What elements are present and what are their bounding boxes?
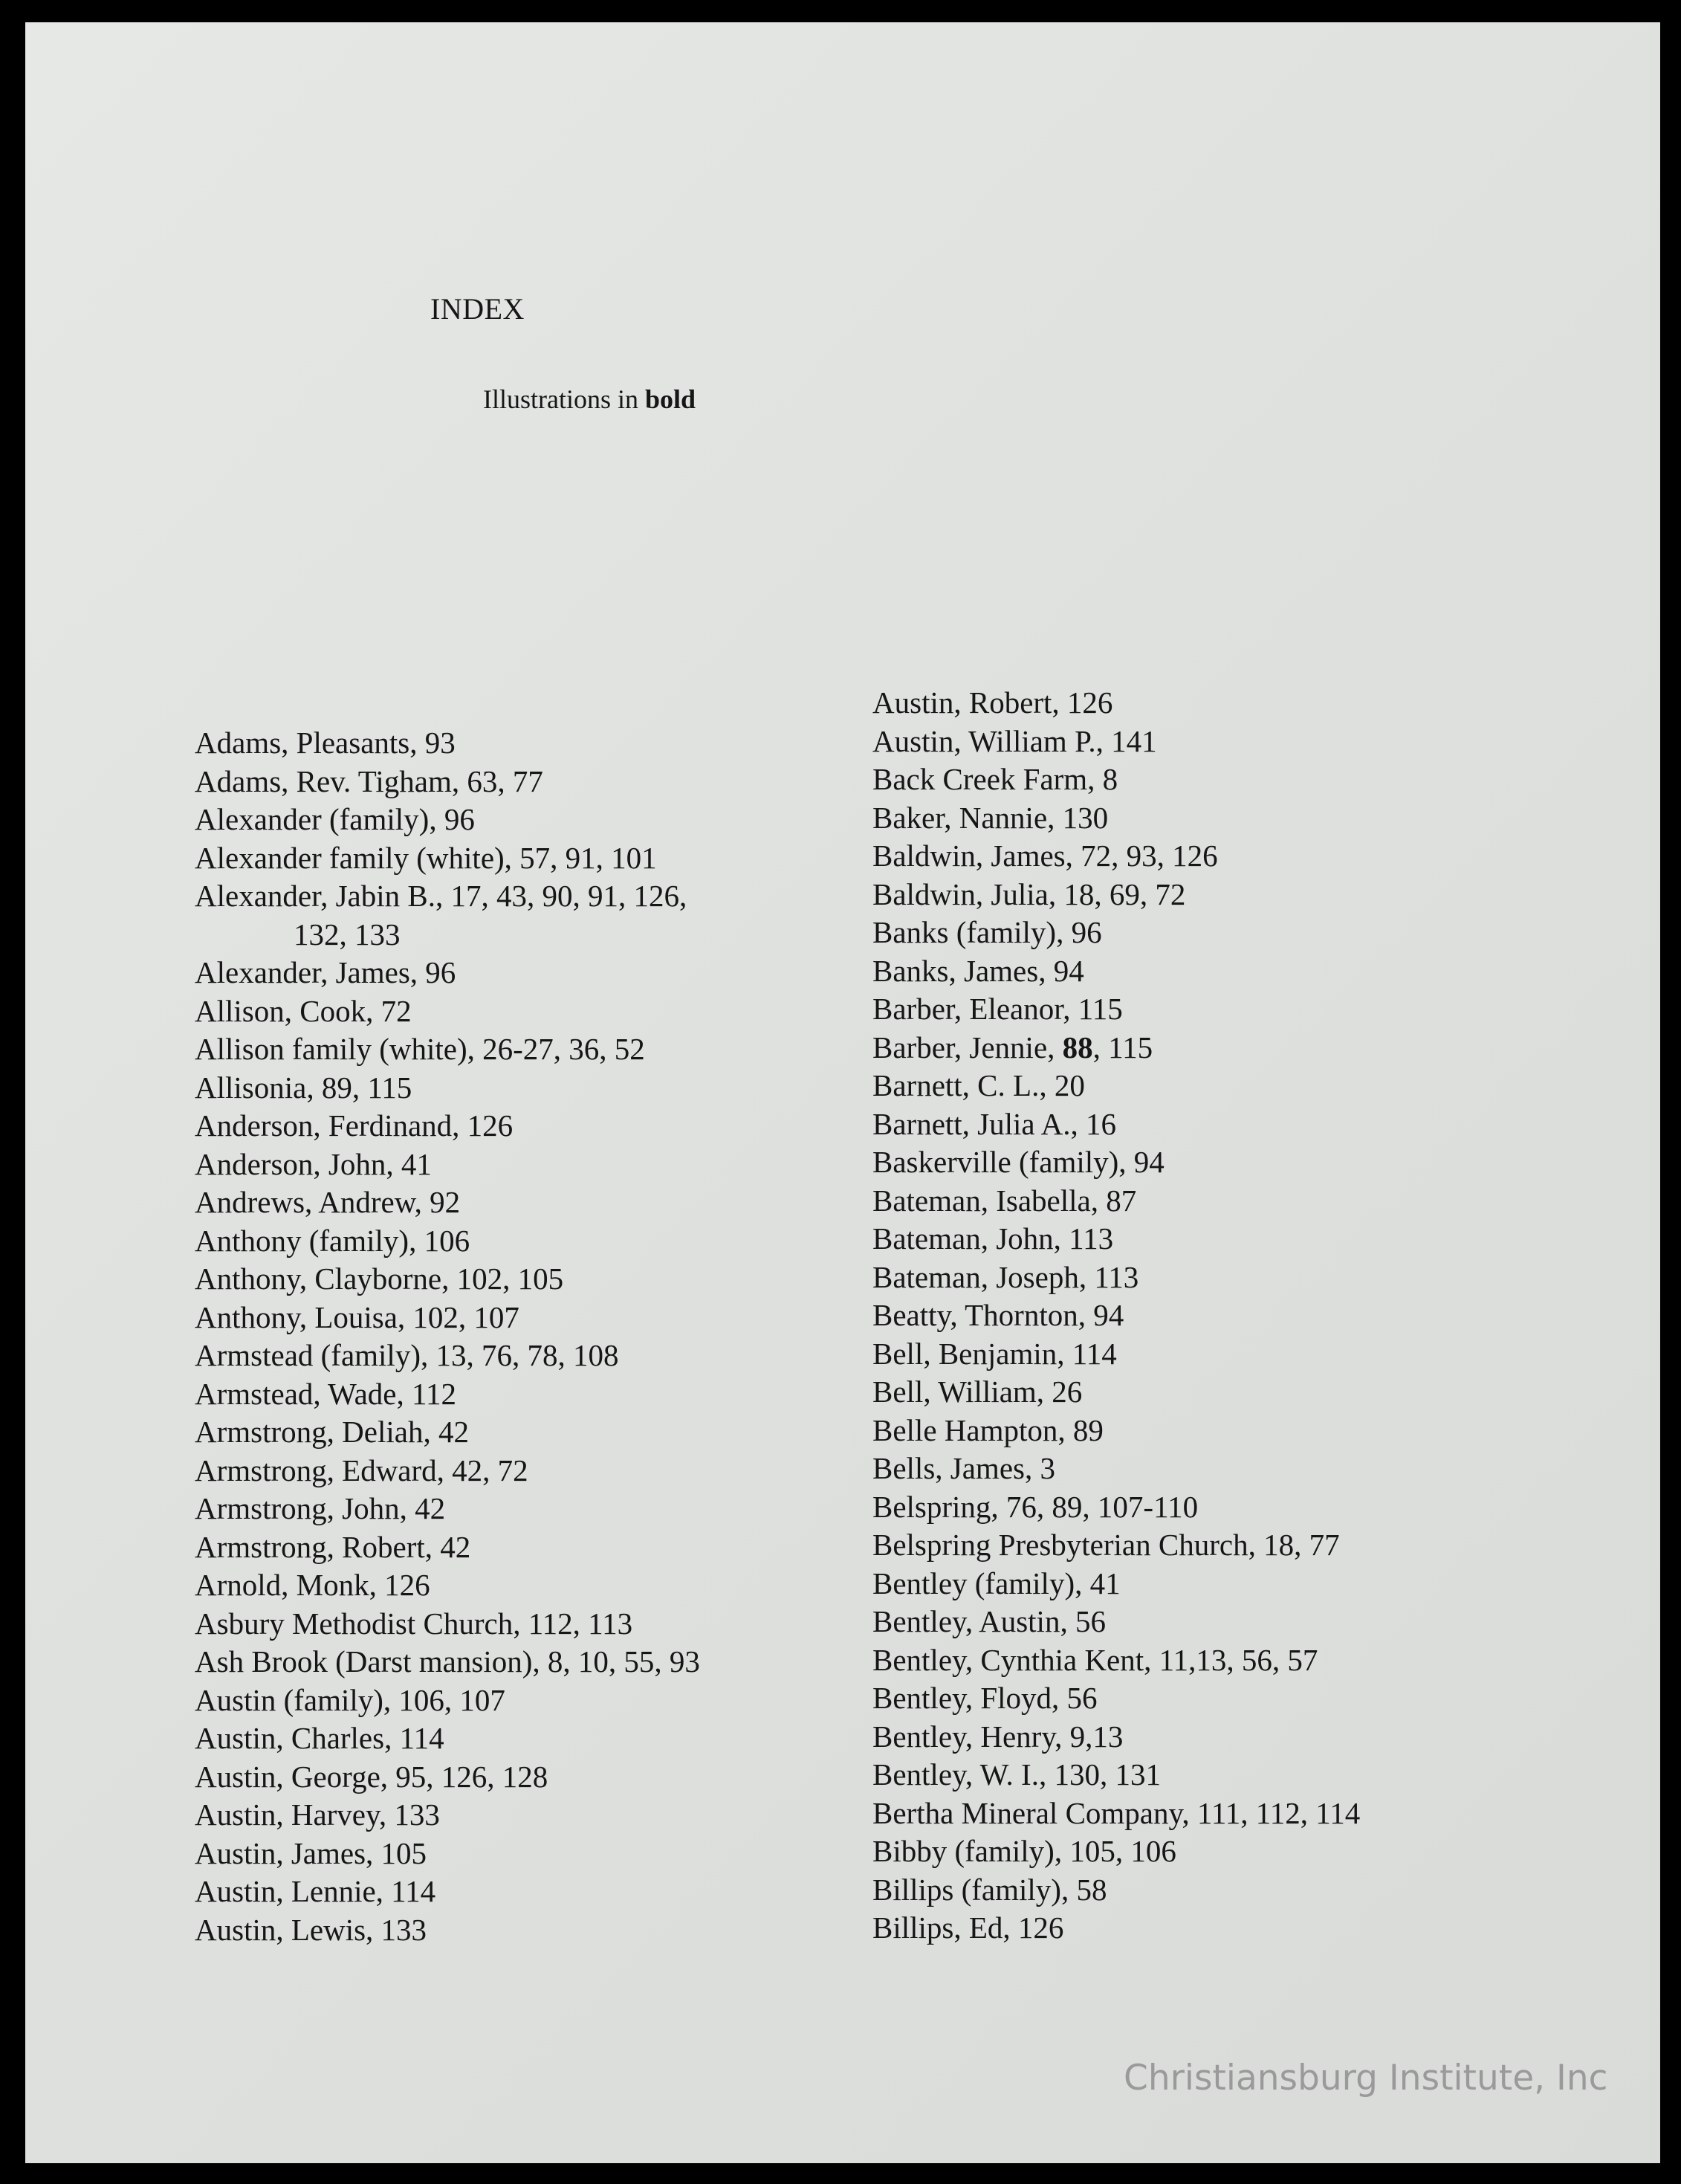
index-entry-text: Baldwin, Julia, 18, 69, 72 bbox=[872, 876, 1186, 911]
index-entry bbox=[195, 1030, 700, 1069]
index-entry-text: Anthony (family), 106 bbox=[195, 1223, 470, 1258]
index-entry bbox=[195, 1375, 700, 1414]
index-entry-text: Arnold, Monk, 126 bbox=[195, 1568, 430, 1602]
index-entry-text: Bibby (family), 105, 106 bbox=[872, 1834, 1176, 1868]
index-entry bbox=[195, 1643, 700, 1681]
index-entry bbox=[195, 763, 700, 801]
index-entry-text: Alexander, Jabin B., 17, 43, 90, 91, 126, bbox=[195, 879, 687, 913]
index-entry bbox=[872, 1679, 1360, 1718]
index-entry bbox=[872, 1067, 1360, 1105]
index-entry-text: Belspring, 76, 89, 107-110 bbox=[872, 1489, 1199, 1524]
index-entry bbox=[195, 1719, 700, 1758]
index-entry bbox=[195, 877, 700, 954]
index-entry bbox=[195, 1528, 700, 1567]
index-entry-text: Allison, Cook, 72 bbox=[195, 993, 412, 1028]
index-entry bbox=[872, 914, 1360, 952]
index-entry bbox=[195, 1183, 700, 1222]
index-entry-text: Bertha Mineral Company, 111, 112, 114 bbox=[872, 1795, 1361, 1830]
index-entry bbox=[872, 723, 1360, 761]
index-entry-text: Armstrong, John, 42 bbox=[195, 1491, 446, 1525]
index-entry bbox=[872, 1526, 1360, 1565]
index-entry-text: Austin, Robert, 126 bbox=[872, 685, 1113, 720]
index-entry bbox=[195, 1873, 700, 1911]
index-entry bbox=[872, 760, 1360, 799]
index-entry bbox=[872, 952, 1360, 991]
index-entry bbox=[872, 1488, 1360, 1527]
index-entry bbox=[195, 992, 700, 1031]
index-entry bbox=[195, 954, 700, 992]
index-entry-text: Belspring Presbyterian Church, 18, 77 bbox=[872, 1528, 1340, 1562]
index-entry-text: Bentley, Austin, 56 bbox=[872, 1604, 1106, 1638]
index-entry bbox=[195, 1260, 700, 1299]
index-entry bbox=[195, 724, 700, 763]
index-entry bbox=[872, 1603, 1360, 1641]
index-entry bbox=[195, 1681, 700, 1720]
index-entry-text: Banks (family), 96 bbox=[872, 915, 1102, 949]
index-entry bbox=[195, 1796, 700, 1835]
index-entry-text: Billips, Ed, 126 bbox=[872, 1910, 1064, 1945]
index-entry-text: Bentley, Cynthia Kent, 11,13, 56, 57 bbox=[872, 1642, 1318, 1677]
index-entry-text: Anthony, Louisa, 102, 107 bbox=[195, 1299, 519, 1334]
watermark: Christiansburg Institute, Inc bbox=[1124, 2058, 1608, 2099]
index-entry bbox=[872, 1871, 1360, 1910]
illustration-page-ref: 88 bbox=[1062, 1030, 1093, 1064]
index-entry-text: Baskerville (family), 94 bbox=[872, 1145, 1165, 1179]
index-entry bbox=[872, 1909, 1360, 1948]
index-entry bbox=[872, 1718, 1360, 1757]
index-entry-text: Bell, William, 26 bbox=[872, 1374, 1083, 1409]
index-entry-text: Bentley, Henry, 9,13 bbox=[872, 1719, 1124, 1754]
index-entry bbox=[872, 799, 1360, 838]
index-entry bbox=[195, 1911, 700, 1950]
index-entry bbox=[195, 1758, 700, 1797]
index-entry bbox=[872, 1029, 1360, 1067]
index-entry-text: Bateman, John, 113 bbox=[872, 1221, 1114, 1256]
index-entry-text: Adams, Pleasants, 93 bbox=[195, 726, 456, 760]
index-entry-text: Belle Hampton, 89 bbox=[872, 1412, 1104, 1447]
index-entry-text: Bell, Benjamin, 114 bbox=[872, 1336, 1117, 1371]
index-entry-text: Anderson, John, 41 bbox=[195, 1146, 432, 1181]
index-entry-text: Armstrong, Robert, 42 bbox=[195, 1529, 471, 1564]
index-entry-text: Austin, Harvey, 133 bbox=[195, 1797, 440, 1832]
index-entry-text: Bentley (family), 41 bbox=[872, 1566, 1121, 1600]
index-entry-text: Austin, Lennie, 114 bbox=[195, 1874, 436, 1908]
index-entry bbox=[872, 1565, 1360, 1603]
index-entry bbox=[872, 837, 1360, 876]
index-entry bbox=[195, 1146, 700, 1184]
subtitle bbox=[483, 384, 696, 415]
index-entry bbox=[195, 801, 700, 839]
index-column-left bbox=[195, 724, 700, 1949]
index-entry-text: Anderson, Ferdinand, 126 bbox=[195, 1108, 514, 1143]
index-entry-text: Adams, Rev. Tigham, 63, 77 bbox=[195, 763, 543, 798]
index-entry bbox=[195, 1490, 700, 1528]
index-entry bbox=[195, 1605, 700, 1644]
index-entry-text: Austin (family), 106, 107 bbox=[195, 1682, 505, 1717]
index-entry bbox=[872, 684, 1360, 723]
index-entry bbox=[872, 1143, 1360, 1182]
index-entry bbox=[872, 1641, 1360, 1680]
index-entry-text: Baldwin, James, 72, 93, 126 bbox=[872, 839, 1218, 873]
index-entry bbox=[872, 876, 1360, 914]
index-entry bbox=[872, 1105, 1360, 1144]
index-entry-text: Barber, Eleanor, 115 bbox=[872, 992, 1123, 1026]
index-entry-suffix: , 115 bbox=[1092, 1030, 1153, 1064]
index-entry-text: Allison family (white), 26-27, 36, 52 bbox=[195, 1032, 645, 1066]
index-entry bbox=[195, 1107, 700, 1146]
index-entry bbox=[872, 1296, 1360, 1335]
index-entry-text: Bateman, Joseph, 113 bbox=[872, 1259, 1139, 1294]
index-entry bbox=[872, 990, 1360, 1029]
index-entry bbox=[872, 1259, 1360, 1297]
index-entry-text: Barnett, C. L., 20 bbox=[872, 1068, 1085, 1102]
index-entry bbox=[195, 1069, 700, 1108]
index-entry-text: Baker, Nannie, 130 bbox=[872, 800, 1109, 835]
index-entry-text: Austin, William P., 141 bbox=[872, 723, 1157, 758]
index-entry bbox=[872, 1794, 1360, 1833]
index-column-right bbox=[872, 684, 1360, 1948]
index-entry-continuation: 132, 133 bbox=[294, 917, 401, 952]
index-entry-text: Bentley, W. I., 130, 131 bbox=[872, 1757, 1161, 1792]
index-entry bbox=[872, 1832, 1360, 1871]
index-entry bbox=[872, 1335, 1360, 1374]
index-entry bbox=[195, 839, 700, 878]
index-entry-text: Bentley, Floyd, 56 bbox=[872, 1681, 1098, 1715]
index-entry-text: Austin, Charles, 114 bbox=[195, 1721, 444, 1755]
index-entry-text: Austin, Lewis, 133 bbox=[195, 1912, 427, 1947]
index-entry-text: Anthony, Clayborne, 102, 105 bbox=[195, 1261, 564, 1296]
index-entry-text: Austin, George, 95, 126, 128 bbox=[195, 1759, 548, 1794]
index-entry bbox=[195, 1452, 700, 1490]
index-entry bbox=[195, 1835, 700, 1873]
index-entry-text: Armstrong, Edward, 42, 72 bbox=[195, 1453, 528, 1487]
index-entry-text: Armstead, Wade, 112 bbox=[195, 1376, 456, 1411]
index-entry-text: Bateman, Isabella, 87 bbox=[872, 1183, 1137, 1218]
index-entry-text: Beatty, Thornton, 94 bbox=[872, 1298, 1124, 1332]
index-entry bbox=[872, 1450, 1360, 1488]
index-entry-text: Alexander, James, 96 bbox=[195, 955, 456, 989]
index-entry-text: Billips (family), 58 bbox=[872, 1872, 1107, 1907]
index-entry bbox=[872, 1412, 1360, 1450]
index-entry bbox=[195, 1337, 700, 1375]
index-entry bbox=[195, 1413, 700, 1452]
index-entry bbox=[195, 1222, 700, 1261]
subtitle-bold-word: bold bbox=[645, 384, 696, 414]
index-entry-text: Armstrong, Deliah, 42 bbox=[195, 1415, 469, 1449]
index-entry bbox=[195, 1299, 700, 1337]
index-entry bbox=[872, 1220, 1360, 1259]
index-entry-text: Bells, James, 3 bbox=[872, 1451, 1055, 1485]
index-entry-text: Alexander family (white), 57, 91, 101 bbox=[195, 840, 657, 875]
index-entry bbox=[195, 1566, 700, 1605]
index-entry-text: Allisonia, 89, 115 bbox=[195, 1070, 412, 1105]
index-entry-text: Barnett, Julia A., 16 bbox=[872, 1106, 1116, 1141]
index-entry-text: Andrews, Andrew, 92 bbox=[195, 1185, 461, 1219]
index-entry-text: Barber, Jennie, bbox=[872, 1030, 1063, 1064]
index-entry-text: Alexander (family), 96 bbox=[195, 802, 475, 836]
page-title: INDEX bbox=[430, 292, 525, 326]
index-entry bbox=[872, 1182, 1360, 1221]
subtitle-prefix: Illustrations in bbox=[483, 384, 645, 414]
index-entry-text: Austin, James, 105 bbox=[195, 1835, 427, 1870]
index-entry-text: Ash Brook (Darst mansion), 8, 10, 55, 93 bbox=[195, 1644, 700, 1679]
index-entry-text: Back Creek Farm, 8 bbox=[872, 762, 1118, 796]
index-page bbox=[25, 22, 1660, 2163]
index-entry-text: Asbury Methodist Church, 112, 113 bbox=[195, 1606, 633, 1641]
index-entry-text: Armstead (family), 13, 76, 78, 108 bbox=[195, 1338, 619, 1372]
index-entry bbox=[872, 1373, 1360, 1412]
index-entry-text: Banks, James, 94 bbox=[872, 953, 1084, 988]
index-entry bbox=[872, 1756, 1360, 1794]
